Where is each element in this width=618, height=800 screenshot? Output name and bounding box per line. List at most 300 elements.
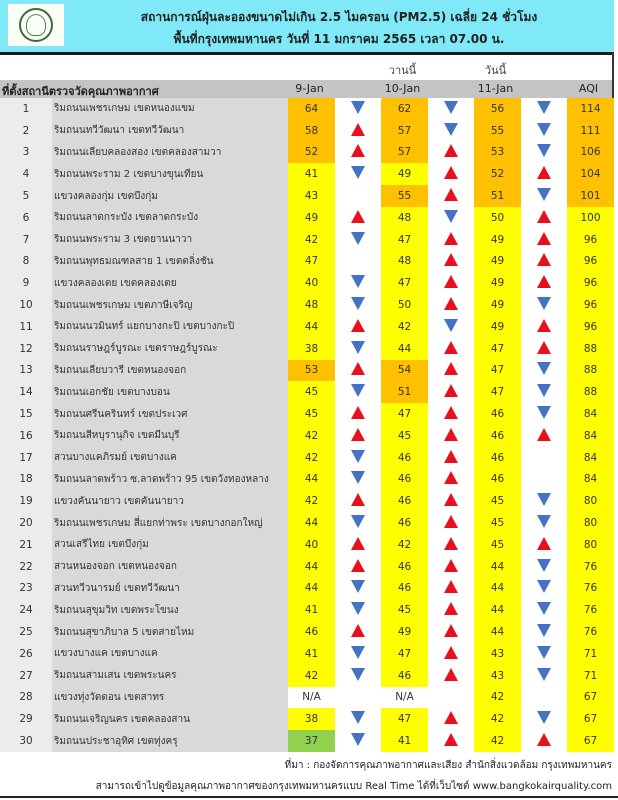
day1-trend (335, 730, 381, 752)
table-row (0, 708, 614, 730)
day1-value: 47 (288, 251, 335, 273)
day3-trend (521, 316, 567, 338)
day2-trend (428, 360, 474, 382)
day3-value: 49 (474, 294, 521, 316)
arrow-up-icon (351, 559, 365, 572)
station-name: แขวงทุ่งวัดดอน เขตสาทร (52, 687, 288, 709)
air-quality-table (0, 98, 614, 752)
day3-value: 42 (474, 687, 521, 709)
day3-trend (521, 469, 567, 491)
row-number: 17 (0, 447, 52, 469)
day3-trend (521, 120, 567, 142)
day3-value: 44 (474, 599, 521, 621)
day2-value: 49 (381, 163, 428, 185)
arrow-down-icon (537, 101, 551, 114)
website-note: สามารถเข้าไปดูข้อมูลคุณภาพอากาศของกรุงเทพมหานครแบบ Real Time ได้ที่เว็บไซต์ www.bangkokairquality.com (95, 781, 612, 792)
row-number: 27 (0, 665, 52, 687)
day2-trend (428, 599, 474, 621)
row-number: 14 (0, 381, 52, 403)
day2-value: 57 (381, 142, 428, 164)
day3-value: 47 (474, 338, 521, 360)
arrow-up-icon (444, 428, 458, 441)
day2-trend (428, 425, 474, 447)
station-name: ริมถนนสุขาภิบาล 5 เขตสายไหม (52, 621, 288, 643)
row-number: 20 (0, 512, 52, 534)
day3-value: 51 (474, 185, 521, 207)
day2-value: 55 (381, 185, 428, 207)
day3-trend (521, 687, 567, 709)
day1-trend (335, 142, 381, 164)
day3-value: 44 (474, 578, 521, 600)
day1-trend (335, 381, 381, 403)
station-name: ริมถนนเลียบคลองสอง เขตคลองสามวา (52, 142, 288, 164)
day3-value: 44 (474, 556, 521, 578)
day3-trend (521, 251, 567, 273)
day2-value: 50 (381, 294, 428, 316)
day3-trend (521, 207, 567, 229)
table-row (0, 316, 614, 338)
day3-trend (521, 163, 567, 185)
arrow-up-icon (537, 210, 551, 223)
day1-value: 41 (288, 599, 335, 621)
station-name: แขวงบางแค เขตบางแค (52, 643, 288, 665)
day1-value: 38 (288, 708, 335, 730)
day3-value: 43 (474, 665, 521, 687)
table-row (0, 142, 614, 164)
day1-value: 58 (288, 120, 335, 142)
yesterday-label: วานนี้ (388, 64, 417, 77)
day1-value: 44 (288, 469, 335, 491)
arrow-up-icon (351, 493, 365, 506)
arrow-up-icon (444, 624, 458, 637)
arrow-up-icon (537, 275, 551, 288)
arrow-up-icon (444, 515, 458, 528)
row-number: 3 (0, 142, 52, 164)
station-name: ริมถนนเพชรเกษม สี่แยกท่าพระ เขตบางกอกใหญ่ (52, 512, 288, 534)
day2-value: 48 (381, 207, 428, 229)
arrow-up-icon (444, 188, 458, 201)
arrow-up-icon (351, 406, 365, 419)
station-name: ริมถนนพระราม 2 เขตบางขุนเทียน (52, 163, 288, 185)
report-subtitle: พื้นที่กรุงเทพมหานคร วันที่ 11 มกราคม 2565 เวลา 07.00 น. (173, 32, 505, 46)
arrow-up-icon (351, 428, 365, 441)
arrow-down-icon (537, 406, 551, 419)
row-number: 1 (0, 98, 52, 120)
station-name: ริมถนนเลียบวารี เขตหนองจอก (52, 360, 288, 382)
arrow-up-icon (444, 406, 458, 419)
day2-value: 62 (381, 98, 428, 120)
day1-trend (335, 229, 381, 251)
day1-trend (335, 185, 381, 207)
aqi-value: 88 (567, 338, 614, 360)
day1-value: N/A (288, 687, 335, 709)
arrow-up-icon (351, 624, 365, 637)
day2-value: 47 (381, 272, 428, 294)
aqi-value: 67 (567, 687, 614, 709)
day2-value: 45 (381, 425, 428, 447)
aqi-value: 80 (567, 512, 614, 534)
arrow-up-icon (444, 450, 458, 463)
table-row (0, 599, 614, 621)
arrow-down-icon (351, 384, 365, 397)
arrow-down-icon (537, 711, 551, 724)
day3-value: 47 (474, 381, 521, 403)
arrow-up-icon (537, 166, 551, 179)
day2-value: 42 (381, 316, 428, 338)
station-name: สวนเสรีไทย เขตบึงกุ่ม (52, 534, 288, 556)
table-row (0, 229, 614, 251)
arrow-down-icon (351, 232, 365, 245)
day1-value: 42 (288, 229, 335, 251)
aqi-value: 114 (567, 98, 614, 120)
table-row (0, 338, 614, 360)
arrow-up-icon (351, 537, 365, 550)
aqi-value: 76 (567, 599, 614, 621)
day1-value: 42 (288, 490, 335, 512)
day3-trend (521, 447, 567, 469)
day3-value: 46 (474, 469, 521, 491)
day3-value: 45 (474, 490, 521, 512)
table-row (0, 163, 614, 185)
table-row (0, 381, 614, 403)
table-row (0, 185, 614, 207)
aqi-value: 96 (567, 294, 614, 316)
station-name: แขวงคลองกุ่ม เขตบึงกุ่ม (52, 185, 288, 207)
row-number: 24 (0, 599, 52, 621)
row-number: 18 (0, 469, 52, 491)
day1-trend (335, 687, 381, 709)
day1-trend (335, 98, 381, 120)
aqi-value: 67 (567, 708, 614, 730)
day1-trend (335, 120, 381, 142)
day3-value: 52 (474, 163, 521, 185)
day2-trend (428, 447, 474, 469)
aqi-value: 100 (567, 207, 614, 229)
day1-trend (335, 338, 381, 360)
arrow-down-icon (537, 668, 551, 681)
day2-value: 47 (381, 708, 428, 730)
station-name: ริมถนนลาดกระบัง เขตลาดกระบัง (52, 207, 288, 229)
arrow-down-icon (537, 384, 551, 397)
day2-trend (428, 316, 474, 338)
day2-trend (428, 469, 474, 491)
day3-trend (521, 272, 567, 294)
arrow-up-icon (444, 493, 458, 506)
day2-trend (428, 621, 474, 643)
row-number: 6 (0, 207, 52, 229)
arrow-down-icon (537, 580, 551, 593)
day2-trend (428, 98, 474, 120)
day2-trend (428, 578, 474, 600)
arrow-down-icon (351, 711, 365, 724)
day3-value: 53 (474, 142, 521, 164)
arrow-down-icon (351, 733, 365, 746)
day2-trend (428, 207, 474, 229)
day1-trend (335, 251, 381, 273)
day2-trend (428, 120, 474, 142)
aqi-value: 76 (567, 578, 614, 600)
day3-trend (521, 665, 567, 687)
arrow-up-icon (537, 232, 551, 245)
day1-value: 43 (288, 185, 335, 207)
day3-value: 46 (474, 447, 521, 469)
day3-value: 42 (474, 708, 521, 730)
table-row (0, 425, 614, 447)
arrow-down-icon (537, 144, 551, 157)
arrow-down-icon (351, 275, 365, 288)
day2-trend (428, 490, 474, 512)
arrow-up-icon (444, 733, 458, 746)
day1-trend (335, 272, 381, 294)
day1-trend (335, 294, 381, 316)
arrow-up-icon (444, 580, 458, 593)
day2-value: 41 (381, 730, 428, 752)
day2-value: 51 (381, 381, 428, 403)
row-number: 23 (0, 578, 52, 600)
day3-trend (521, 490, 567, 512)
day2-value: 48 (381, 251, 428, 273)
day1-value: 44 (288, 578, 335, 600)
day2-trend (428, 534, 474, 556)
day1-trend (335, 534, 381, 556)
day2-trend (428, 163, 474, 185)
day3-trend (521, 381, 567, 403)
table-row (0, 469, 614, 491)
arrow-down-icon (351, 166, 365, 179)
day1-value: 37 (288, 730, 335, 752)
source-note: ที่มา : กองจัดการคุณภาพอากาศและเสียง สำนักสิ่งแวดล้อม กรุงเทพมหานคร (284, 760, 612, 771)
arrow-down-icon (351, 297, 365, 310)
table-row (0, 556, 614, 578)
day2-value: 46 (381, 578, 428, 600)
day3-value: 47 (474, 360, 521, 382)
day2-value: N/A (381, 687, 428, 709)
row-number: 21 (0, 534, 52, 556)
arrow-up-icon (444, 253, 458, 266)
day1-trend (335, 512, 381, 534)
station-name: ริมถนนนวมินทร์ แยกบางกะปิ เขตบางกะปิ (52, 316, 288, 338)
day3-trend (521, 730, 567, 752)
station-name: ริมถนนลาดพร้าว ซ.ลาดพร้าว 95 เขตวังทองหลาง (52, 469, 288, 491)
table-header (0, 80, 612, 98)
station-name: ริมถนนทวีวัฒนา เขตทวีวัฒนา (52, 120, 288, 142)
arrow-up-icon (537, 319, 551, 332)
day3-trend (521, 425, 567, 447)
station-name: ริมถนนสุขุมวิท เขตพระโขนง (52, 599, 288, 621)
day2-trend (428, 229, 474, 251)
day1-trend (335, 643, 381, 665)
station-name: ริมถนนเอกชัย เขตบางบอน (52, 381, 288, 403)
arrow-up-icon (537, 733, 551, 746)
day3-value: 49 (474, 229, 521, 251)
aqi-value: 71 (567, 643, 614, 665)
day3-trend (521, 599, 567, 621)
day3-value: 44 (474, 621, 521, 643)
day2-trend (428, 556, 474, 578)
day3-trend (521, 294, 567, 316)
day3-value: 45 (474, 534, 521, 556)
day2-column-header: 10-Jan (384, 82, 421, 95)
day3-trend (521, 360, 567, 382)
aqi-value: 80 (567, 534, 614, 556)
arrow-up-icon (444, 384, 458, 397)
table-row (0, 512, 614, 534)
station-name: ริมถนนสีหบุรานุกิจ เขตมีนบุรี (52, 425, 288, 447)
station-name: ริมถนนเจริญนคร เขตคลองสาน (52, 708, 288, 730)
arrow-up-icon (444, 602, 458, 615)
day2-trend (428, 665, 474, 687)
row-number: 29 (0, 708, 52, 730)
report-title: สถานการณ์ฝุ่นละอองขนาดไม่เกิน 2.5 ไมครอน (PM2.5) เฉลี่ย 24 ชั่วโมง (140, 10, 538, 24)
arrow-up-icon (444, 232, 458, 245)
row-number: 11 (0, 316, 52, 338)
arrow-down-icon (351, 101, 365, 114)
day1-trend (335, 360, 381, 382)
day3-value: 55 (474, 120, 521, 142)
day1-trend (335, 621, 381, 643)
table-row (0, 490, 614, 512)
arrow-down-icon (351, 471, 365, 484)
arrow-down-icon (351, 580, 365, 593)
row-number: 2 (0, 120, 52, 142)
aqi-value: 71 (567, 665, 614, 687)
day2-value: 47 (381, 229, 428, 251)
day3-column-header: 11-Jan (477, 82, 514, 95)
day2-trend (428, 708, 474, 730)
arrow-up-icon (444, 711, 458, 724)
day3-value: 49 (474, 316, 521, 338)
arrow-up-icon (351, 123, 365, 136)
arrow-down-icon (444, 101, 458, 114)
arrow-up-icon (444, 471, 458, 484)
day2-trend (428, 142, 474, 164)
table-row (0, 643, 614, 665)
aqi-value: 104 (567, 163, 614, 185)
day2-value: 49 (381, 621, 428, 643)
day3-value: 43 (474, 643, 521, 665)
table-row (0, 447, 614, 469)
day3-trend (521, 142, 567, 164)
arrow-down-icon (537, 624, 551, 637)
arrow-up-icon (351, 210, 365, 223)
day1-value: 49 (288, 207, 335, 229)
seal-icon (19, 8, 53, 42)
table-row (0, 207, 614, 229)
arrow-down-icon (537, 646, 551, 659)
day3-value: 45 (474, 512, 521, 534)
day3-trend (521, 621, 567, 643)
day2-value: 46 (381, 512, 428, 534)
table-row (0, 403, 614, 425)
arrow-down-icon (444, 123, 458, 136)
today-label: วันนี้ (484, 64, 507, 77)
day1-trend (335, 556, 381, 578)
day1-value: 41 (288, 163, 335, 185)
day2-trend (428, 251, 474, 273)
day3-trend (521, 708, 567, 730)
row-number: 13 (0, 360, 52, 382)
day1-trend (335, 665, 381, 687)
arrow-up-icon (537, 341, 551, 354)
aqi-value: 96 (567, 251, 614, 273)
aqi-value: 111 (567, 120, 614, 142)
day3-value: 50 (474, 207, 521, 229)
arrow-up-icon (444, 668, 458, 681)
day1-trend (335, 207, 381, 229)
day2-value: 44 (381, 338, 428, 360)
day3-trend (521, 534, 567, 556)
bottom-divider (0, 796, 618, 798)
table-row (0, 534, 614, 556)
aqi-value: 88 (567, 381, 614, 403)
row-number: 4 (0, 163, 52, 185)
aqi-value: 80 (567, 490, 614, 512)
aqi-value: 76 (567, 621, 614, 643)
day1-value: 45 (288, 381, 335, 403)
aqi-value: 96 (567, 316, 614, 338)
arrow-up-icon (537, 428, 551, 441)
arrow-up-icon (444, 537, 458, 550)
title-banner (0, 0, 614, 55)
day3-trend (521, 98, 567, 120)
arrow-up-icon (537, 537, 551, 550)
aqi-column-header: AQI (578, 82, 599, 95)
arrow-up-icon (444, 559, 458, 572)
station-name: แขวงคลองเตย เขตคลองเตย (52, 272, 288, 294)
row-number: 9 (0, 272, 52, 294)
row-number: 28 (0, 687, 52, 709)
table-row (0, 621, 614, 643)
day1-value: 45 (288, 403, 335, 425)
station-name: แขวงคันนายาว เขตคันนายาว (52, 490, 288, 512)
table-row (0, 687, 614, 709)
arrow-up-icon (444, 341, 458, 354)
day2-value: 47 (381, 403, 428, 425)
table-row (0, 730, 614, 752)
day1-trend (335, 599, 381, 621)
day1-trend (335, 490, 381, 512)
arrow-down-icon (351, 515, 365, 528)
day2-value: 46 (381, 469, 428, 491)
row-number: 10 (0, 294, 52, 316)
day1-value: 52 (288, 142, 335, 164)
day1-value: 44 (288, 316, 335, 338)
day2-trend (428, 381, 474, 403)
station-name: ริมถนนสามเสน เขตพระนคร (52, 665, 288, 687)
row-number: 30 (0, 730, 52, 752)
location-column-header: ที่ตั้งสถานีตรวจวัดคุณภาพอากาศ (2, 85, 159, 98)
day1-value: 40 (288, 534, 335, 556)
day1-value: 44 (288, 512, 335, 534)
day3-trend (521, 229, 567, 251)
aqi-value: 88 (567, 360, 614, 382)
day2-trend (428, 185, 474, 207)
arrow-down-icon (537, 602, 551, 615)
day3-value: 46 (474, 403, 521, 425)
day3-value: 49 (474, 272, 521, 294)
row-number: 5 (0, 185, 52, 207)
row-number: 12 (0, 338, 52, 360)
station-name: สวนหนองจอก เขตหนองจอก (52, 556, 288, 578)
day3-trend (521, 643, 567, 665)
arrow-down-icon (351, 602, 365, 615)
day2-value: 46 (381, 490, 428, 512)
aqi-value: 101 (567, 185, 614, 207)
arrow-down-icon (537, 493, 551, 506)
arrow-down-icon (351, 450, 365, 463)
arrow-down-icon (351, 668, 365, 681)
arrow-down-icon (537, 123, 551, 136)
